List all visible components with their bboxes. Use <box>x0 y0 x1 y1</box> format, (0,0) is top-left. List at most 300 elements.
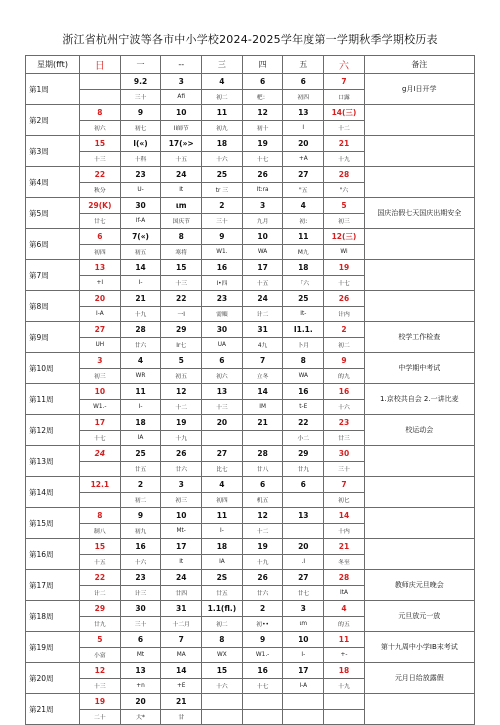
week-label: 第11周 <box>26 384 80 415</box>
wednesday-date-cell: 11 <box>202 508 243 524</box>
tuesday-header: -- <box>161 56 202 74</box>
header-row <box>26 56 475 74</box>
week-date-row <box>26 136 475 152</box>
friday-lunar-cell: I- <box>283 647 324 663</box>
monday-date-cell: 9 <box>120 105 161 121</box>
saturday-date-cell: 26 <box>324 291 365 307</box>
week-date-row <box>26 74 475 90</box>
thursday-date-cell: 31 <box>242 322 283 338</box>
tuesday-date-cell: 17(»> <box>161 136 202 152</box>
wednesday-lunar-cell <box>202 709 243 725</box>
sunday-lunar-cell: 十五 <box>80 554 121 570</box>
tuesday-lunar-cell: 廿四 <box>161 585 202 601</box>
friday-date-cell: 16 <box>283 384 324 400</box>
tuesday-date-cell: ιm <box>161 198 202 214</box>
week-date-row <box>26 229 475 245</box>
monday-lunar-cell: 三十 <box>120 89 161 105</box>
friday-lunar-cell: 小二 <box>283 430 324 446</box>
week-label: 第18周 <box>26 601 80 632</box>
saturday-date-cell: 21 <box>324 136 365 152</box>
thursday-lunar-cell <box>242 430 283 446</box>
tuesday-date-cell: 21 <box>161 694 202 710</box>
tuesday-date-cell: 8 <box>161 229 202 245</box>
sunday-date-cell: 15 <box>80 136 121 152</box>
saturday-lunar-cell <box>324 709 365 725</box>
saturday-lunar-cell: 的九 <box>324 368 365 384</box>
wednesday-lunar-cell: UA <box>202 337 243 353</box>
monday-lunar-cell: +n <box>120 678 161 694</box>
saturday-lunar-cell: 十内 <box>324 523 365 539</box>
friday-lunar-cell: I <box>283 120 324 136</box>
week-date-row <box>26 322 475 338</box>
page-title: 浙江省杭州宁波等各市中小学校2024-2025学年度第一学期秋季学期校历表 <box>62 33 438 46</box>
week-label: 第21周 <box>26 694 80 725</box>
wednesday-lunar-cell: I•四 <box>202 275 243 291</box>
friday-date-cell: 18 <box>283 260 324 276</box>
thursday-lunar-cell: 十五 <box>242 275 283 291</box>
sunday-date-cell: 10 <box>80 384 121 400</box>
tuesday-date-cell: 17 <box>161 539 202 555</box>
tuesday-date-cell: 12 <box>161 384 202 400</box>
friday-lunar-cell: .I <box>283 554 324 570</box>
monday-date-cell: 30 <box>120 601 161 617</box>
monday-lunar-cell: 十六 <box>120 554 161 570</box>
thursday-lunar-cell: 杷： <box>242 89 283 105</box>
friday-lunar-cell: WA <box>283 368 324 384</box>
sunday-date-cell: 12.1 <box>80 477 121 493</box>
tuesday-lunar-cell: +E <box>161 678 202 694</box>
saturday-date-cell: 23 <box>324 415 365 431</box>
monday-lunar-cell: 三十 <box>120 616 161 632</box>
monday-lunar-cell: 初九 <box>120 523 161 539</box>
thursday-lunar-cell: 初•• <box>242 616 283 632</box>
thursday-lunar-cell: 立冬 <box>242 368 283 384</box>
week-note: 1.京校共自会 2.一讲比麦 <box>364 384 474 415</box>
tuesday-date-cell: 29 <box>161 322 202 338</box>
week-note <box>364 105 474 136</box>
saturday-lunar-cell: 三十 <box>324 461 365 477</box>
week-note <box>364 508 474 539</box>
friday-lunar-cell: 初四 <box>283 89 324 105</box>
friday-lunar-cell: "五 <box>283 182 324 198</box>
thursday-lunar-cell: 廿八 <box>242 461 283 477</box>
monday-date-cell: 23 <box>120 570 161 586</box>
monday-date-cell: 6 <box>120 632 161 648</box>
saturday-lunar-cell: "六 <box>324 182 365 198</box>
week-label: 第15周 <box>26 508 80 539</box>
week-label: 第12周 <box>26 415 80 446</box>
sunday-lunar-cell: 制八 <box>80 523 121 539</box>
week-date-row <box>26 291 475 307</box>
week-note <box>364 229 474 260</box>
friday-date-cell: 27 <box>283 570 324 586</box>
monday-lunar-cell: U- <box>120 182 161 198</box>
saturday-date-cell: 4 <box>324 601 365 617</box>
tuesday-lunar-cell: 十五 <box>161 151 202 167</box>
friday-lunar-cell <box>283 709 324 725</box>
week-note: 校运动会 <box>364 415 474 446</box>
week-label: 第14周 <box>26 477 80 508</box>
saturday-date-cell: 28 <box>324 167 365 183</box>
thursday-date-cell: 10 <box>242 229 283 245</box>
wednesday-lunar-cell: 初四 <box>202 492 243 508</box>
monday-lunar-cell: 廿六 <box>120 337 161 353</box>
saturday-date-cell: 7 <box>324 477 365 493</box>
saturday-date-cell: 5 <box>324 198 365 214</box>
tuesday-lunar-cell: It <box>161 554 202 570</box>
thursday-date-cell: 28 <box>242 446 283 462</box>
sunday-lunar-cell: 秋分 <box>80 182 121 198</box>
friday-lunar-cell: 初: <box>283 213 324 229</box>
week-label: 第1周 <box>26 74 80 105</box>
saturday-lunar-cell: 初二 <box>324 337 365 353</box>
monday-lunar-cell: WR <box>120 368 161 384</box>
wednesday-lunar-cell <box>202 430 243 446</box>
thursday-lunar-cell: WA <box>242 244 283 260</box>
week-note: 国庆治假七天国庆出期安全 <box>364 198 474 229</box>
tuesday-lunar-cell: Afi <box>161 89 202 105</box>
friday-lunar-cell: I-A <box>283 678 324 694</box>
tuesday-date-cell: 22 <box>161 291 202 307</box>
saturday-lunar-cell: 冬至 <box>324 554 365 570</box>
monday-lunar-cell: IA <box>120 430 161 446</box>
week-label: 第6周 <box>26 229 80 260</box>
thursday-date-cell: 21 <box>242 415 283 431</box>
monday-lunar-cell: Mt <box>120 647 161 663</box>
thursday-lunar-cell: 4九 <box>242 337 283 353</box>
friday-date-cell: I1.1. <box>283 322 324 338</box>
week-date-row <box>26 570 475 586</box>
monday-date-cell: 14 <box>120 260 161 276</box>
week-note: 元月日给放露假 <box>364 663 474 694</box>
week-note <box>364 291 474 322</box>
sunday-date-cell: 5 <box>80 632 121 648</box>
tuesday-lunar-cell: Mt- <box>161 523 202 539</box>
saturday-date-cell: 16 <box>324 384 365 400</box>
monday-lunar-cell: 初七 <box>120 120 161 136</box>
thursday-lunar-cell: 廿六 <box>242 585 283 601</box>
friday-date-cell: 20 <box>283 539 324 555</box>
week-date-row <box>26 601 475 617</box>
thursday-date-cell: 7 <box>242 353 283 369</box>
week-date-row <box>26 446 475 462</box>
monday-date-cell: 20 <box>120 694 161 710</box>
tuesday-lunar-cell: 一I <box>161 306 202 322</box>
saturday-date-cell: 2 <box>324 322 365 338</box>
monday-lunar-cell: 廿五 <box>120 461 161 477</box>
sunday-lunar-cell: 廿七 <box>80 213 121 229</box>
wednesday-date-cell: 8 <box>202 632 243 648</box>
saturday-date-cell: 30 <box>324 446 365 462</box>
saturday-date-cell: 28 <box>324 570 365 586</box>
wednesday-date-cell: 9 <box>202 229 243 245</box>
thursday-date-cell: 19 <box>242 539 283 555</box>
sunday-date-cell: 27 <box>80 322 121 338</box>
sunday-lunar-cell: 二十 <box>80 709 121 725</box>
week-date-row <box>26 198 475 214</box>
tuesday-lunar-cell: 甘 <box>161 709 202 725</box>
friday-date-cell: 22 <box>283 415 324 431</box>
wednesday-date-cell: 20 <box>202 415 243 431</box>
monday-date-cell: 2 <box>120 477 161 493</box>
sunday-date-cell: 22 <box>80 570 121 586</box>
thursday-lunar-cell: W1.- <box>242 647 283 663</box>
saturday-lunar-cell: 十九 <box>324 151 365 167</box>
monday-lunar-cell: 计三 <box>120 585 161 601</box>
week-date-row <box>26 663 475 679</box>
sunday-lunar-cell <box>80 89 121 105</box>
week-label: 第7周 <box>26 260 80 291</box>
wednesday-date-cell: 4 <box>202 74 243 90</box>
saturday-date-cell: 11 <box>324 632 365 648</box>
week-note <box>364 539 474 570</box>
friday-date-cell: 4 <box>283 198 324 214</box>
week-column-header: 星期(fft) <box>26 56 80 74</box>
sunday-lunar-cell: +I <box>80 275 121 291</box>
monday-date-cell: 21 <box>120 291 161 307</box>
notes-column-header: 备注 <box>364 56 474 74</box>
sunday-date-cell: 29 <box>80 601 121 617</box>
friday-lunar-cell: It- <box>283 306 324 322</box>
saturday-date-cell: 12(三) <box>324 229 365 245</box>
saturday-date-cell: 19 <box>324 260 365 276</box>
wednesday-lunar-cell: 十六 <box>202 151 243 167</box>
sunday-date-cell: 19 <box>80 694 121 710</box>
sunday-lunar-cell: 廿九 <box>80 616 121 632</box>
sunday-date-cell: 20 <box>80 291 121 307</box>
wednesday-date-cell: 27 <box>202 446 243 462</box>
wednesday-lunar-cell: IA <box>202 554 243 570</box>
wednesday-date-cell: 18 <box>202 539 243 555</box>
monday-date-cell: 13 <box>120 663 161 679</box>
week-date-row <box>26 508 475 524</box>
monday-date-cell: 25 <box>120 446 161 462</box>
thursday-date-cell: 9 <box>242 632 283 648</box>
thursday-date-cell: 6 <box>242 477 283 493</box>
tuesday-lunar-cell: 十九 <box>161 430 202 446</box>
wednesday-lunar-cell: 初六 <box>202 368 243 384</box>
wednesday-lunar-cell: 初九 <box>202 120 243 136</box>
friday-lunar-cell: M九 <box>283 244 324 260</box>
friday-date-cell: 11 <box>283 229 324 245</box>
saturday-header: 六 <box>324 56 365 74</box>
wednesday-lunar-cell: W1. <box>202 244 243 260</box>
wednesday-lunar-cell: 初二 <box>202 89 243 105</box>
friday-lunar-cell: 「六 <box>283 275 324 291</box>
wednesday-lunar-cell: 需順 <box>202 306 243 322</box>
sunday-lunar-cell: 初六 <box>80 120 121 136</box>
week-date-row <box>26 353 475 369</box>
wednesday-date-cell: 6 <box>202 353 243 369</box>
saturday-lunar-cell: 十二 <box>324 120 365 136</box>
week-note: g月I日开学 <box>364 74 474 105</box>
tuesday-lunar-cell: Ii師节 <box>161 120 202 136</box>
thursday-lunar-cell: 机五 <box>242 492 283 508</box>
thursday-date-cell: 17 <box>242 260 283 276</box>
week-date-row <box>26 632 475 648</box>
week-note <box>364 136 474 167</box>
wednesday-date-cell: 16 <box>202 260 243 276</box>
wednesday-date-cell: 2S <box>202 570 243 586</box>
wednesday-header: 三 <box>202 56 243 74</box>
tuesday-date-cell: 7 <box>161 632 202 648</box>
week-date-row <box>26 477 475 493</box>
sunday-lunar-cell: 计二 <box>80 585 121 601</box>
week-date-row <box>26 415 475 431</box>
wednesday-date-cell: 30 <box>202 322 243 338</box>
saturday-date-cell: 14 <box>324 508 365 524</box>
thursday-lunar-cell <box>242 709 283 725</box>
wednesday-date-cell: 25 <box>202 167 243 183</box>
week-note: 元旦放元一放 <box>364 601 474 632</box>
week-note <box>364 260 474 291</box>
tuesday-date-cell: 24 <box>161 570 202 586</box>
week-label: 第16周 <box>26 539 80 570</box>
week-note: 中学期中考试 <box>364 353 474 384</box>
sunday-lunar-cell: I-A <box>80 306 121 322</box>
week-label: 第13周 <box>26 446 80 477</box>
sunday-date-cell: 8 <box>80 508 121 524</box>
week-date-row <box>26 105 475 121</box>
friday-date-cell: 13 <box>283 508 324 524</box>
tuesday-lunar-cell: It <box>161 182 202 198</box>
saturday-lunar-cell: 十六 <box>324 399 365 415</box>
monday-date-cell: 9.2 <box>120 74 161 90</box>
wednesday-lunar-cell: 廿五 <box>202 585 243 601</box>
monday-lunar-cell: 十科 <box>120 151 161 167</box>
thursday-date-cell: 26 <box>242 167 283 183</box>
tuesday-date-cell: 26 <box>161 446 202 462</box>
wednesday-lunar-cell: tr 三 <box>202 182 243 198</box>
thursday-date-cell: 12 <box>242 508 283 524</box>
sunday-lunar-cell <box>80 461 121 477</box>
thursday-date-cell: 12 <box>242 105 283 121</box>
thursday-lunar-cell: IM <box>242 399 283 415</box>
friday-lunar-cell: 廿九 <box>283 461 324 477</box>
wednesday-date-cell: 15 <box>202 663 243 679</box>
wednesday-date-cell: 4 <box>202 477 243 493</box>
wednesday-lunar-cell: I- <box>202 523 243 539</box>
monday-date-cell: 23 <box>120 167 161 183</box>
saturday-lunar-cell: 初三 <box>324 213 365 229</box>
saturday-lunar-cell: ItA <box>324 585 365 601</box>
sunday-date-cell: 15 <box>80 539 121 555</box>
monday-lunar-cell: I- <box>120 399 161 415</box>
friday-lunar-cell: ιm <box>283 616 324 632</box>
friday-date-cell: 20 <box>283 136 324 152</box>
thursday-date-cell: 26 <box>242 570 283 586</box>
tuesday-date-cell: 14 <box>161 663 202 679</box>
week-label: 第19周 <box>26 632 80 663</box>
week-note <box>364 694 474 725</box>
tuesday-lunar-cell: MA <box>161 647 202 663</box>
saturday-date-cell: 21 <box>324 539 365 555</box>
week-label: 第8周 <box>26 291 80 322</box>
week-date-row <box>26 539 475 555</box>
monday-date-cell: 9 <box>120 508 161 524</box>
sunday-date-cell: 12 <box>80 663 121 679</box>
thursday-date-cell: 14 <box>242 384 283 400</box>
tuesday-date-cell: 19 <box>161 415 202 431</box>
tuesday-date-cell: 24 <box>161 167 202 183</box>
sunday-lunar-cell: 初四 <box>80 244 121 260</box>
friday-header: 五 <box>283 56 324 74</box>
sunday-date-cell: 6 <box>80 229 121 245</box>
monday-date-cell: 7(«) <box>120 229 161 245</box>
week-label: 第20周 <box>26 663 80 694</box>
thursday-lunar-cell: 初十 <box>242 120 283 136</box>
thursday-date-cell: 3 <box>242 198 283 214</box>
saturday-date-cell: 9 <box>324 353 365 369</box>
sunday-header: 日 <box>80 56 121 74</box>
saturday-date-cell: 14(三) <box>324 105 365 121</box>
week-label: 第4周 <box>26 167 80 198</box>
monday-date-cell: 30 <box>120 198 161 214</box>
tuesday-date-cell: 5 <box>161 353 202 369</box>
week-note <box>364 446 474 477</box>
sunday-date-cell: 13 <box>80 260 121 276</box>
sunday-lunar-cell: 十七 <box>80 430 121 446</box>
tuesday-date-cell: 15 <box>161 260 202 276</box>
sunday-lunar-cell: 小富 <box>80 647 121 663</box>
tuesday-lunar-cell: 寒将 <box>161 244 202 260</box>
friday-lunar-cell: +A <box>283 151 324 167</box>
week-date-row <box>26 384 475 400</box>
sunday-date-cell: 22 <box>80 167 121 183</box>
thursday-date-cell: 24 <box>242 291 283 307</box>
sunday-date-cell: 8 <box>80 105 121 121</box>
sunday-date-cell <box>80 74 121 90</box>
friday-date-cell: 6 <box>283 477 324 493</box>
tuesday-lunar-cell: 廿六 <box>161 461 202 477</box>
monday-lunar-cell: 初二 <box>120 492 161 508</box>
friday-date-cell: 29 <box>283 446 324 462</box>
friday-date-cell: 25 <box>283 291 324 307</box>
wednesday-lunar-cell: 十六 <box>202 678 243 694</box>
week-note: 第十九周中小学IB末考试 <box>364 632 474 663</box>
monday-date-cell: 28 <box>120 322 161 338</box>
sunday-lunar-cell: W1.- <box>80 399 121 415</box>
saturday-lunar-cell: Wi <box>324 244 365 260</box>
friday-date-cell: 17 <box>283 663 324 679</box>
thursday-lunar-cell: 九月 <box>242 213 283 229</box>
thursday-lunar-cell: 十二 <box>242 523 283 539</box>
saturday-lunar-cell: 十九 <box>324 678 365 694</box>
tuesday-lunar-cell: 十三 <box>161 275 202 291</box>
week-label: 第9周 <box>26 322 80 353</box>
thursday-date-cell: 2 <box>242 601 283 617</box>
week-label: 第3周 <box>26 136 80 167</box>
thursday-lunar-cell: 计二 <box>242 306 283 322</box>
saturday-lunar-cell: 计内 <box>324 306 365 322</box>
tuesday-lunar-cell: 初三 <box>161 492 202 508</box>
week-date-row <box>26 167 475 183</box>
monday-lunar-cell: If-A <box>120 213 161 229</box>
wednesday-date-cell: 11 <box>202 105 243 121</box>
tuesday-lunar-cell: 国庆节 <box>161 213 202 229</box>
monday-date-cell: 11 <box>120 384 161 400</box>
friday-date-cell: 27 <box>283 167 324 183</box>
week-note <box>364 477 474 508</box>
friday-date-cell: 3 <box>283 601 324 617</box>
thursday-lunar-cell: 十七 <box>242 151 283 167</box>
wednesday-lunar-cell: 三十 <box>202 213 243 229</box>
friday-date-cell: 13 <box>283 105 324 121</box>
friday-date-cell: 6 <box>283 74 324 90</box>
wednesday-lunar-cell: 比七 <box>202 461 243 477</box>
tuesday-lunar-cell: 十二 <box>161 399 202 415</box>
tuesday-date-cell: 31 <box>161 601 202 617</box>
